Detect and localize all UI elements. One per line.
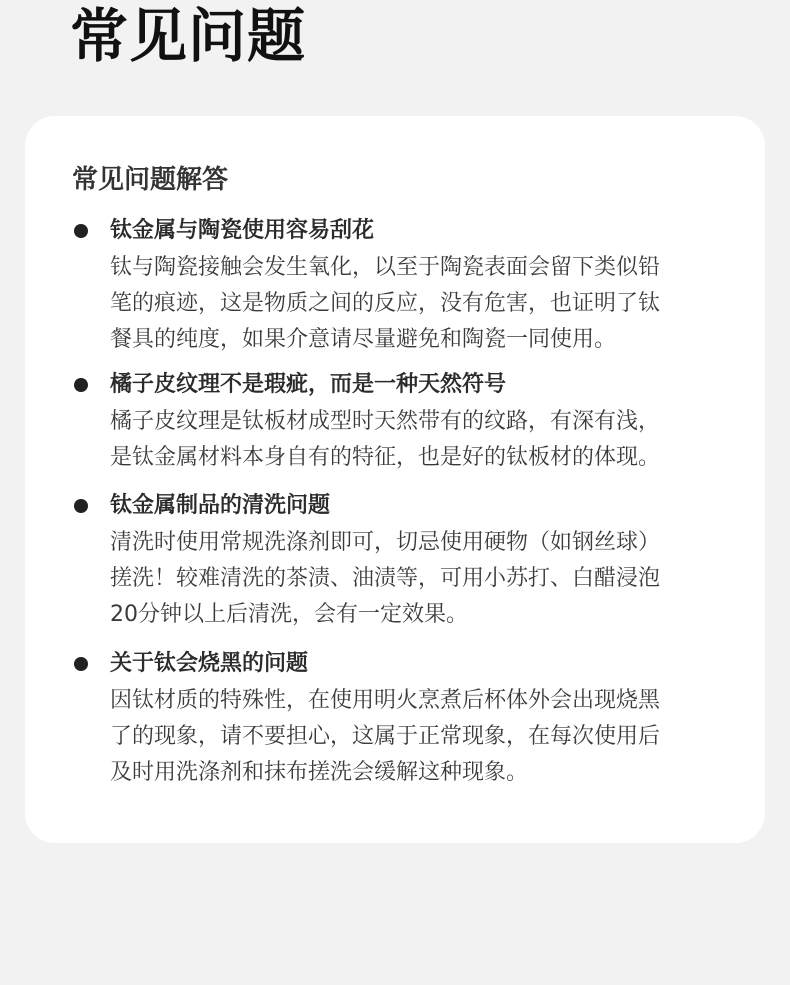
answer-line: 及时用洗涤剂和抹布搓洗会缓解这种现象。: [110, 760, 529, 785]
faq-item-title: 关于钛会烧黑的问题: [110, 651, 309, 676]
bullet-dot-icon: [74, 224, 88, 238]
page-title: 常见问题: [70, 2, 307, 70]
bullet-dot-icon: [74, 499, 88, 513]
bullet-dot-icon: [74, 378, 88, 392]
answer-line: 清洗时使用常规洗涤剂即可，切忌使用硬物（如钢丝球）: [110, 530, 661, 555]
faq-item-answer: [110, 250, 720, 358]
answer-line: 因钛材质的特殊性，在使用明火烹煮后杯体外会出现烧黑: [110, 688, 661, 713]
answer-line: 橘子皮纹理是钛板材成型时天然带有的纹路，有深有浅，: [110, 409, 661, 434]
bullet-dot-icon: [74, 657, 88, 671]
answer-line: 餐具的纯度，如果介意请尽量避免和陶瓷一同使用。: [110, 327, 617, 352]
answer-line: 20分钟以上后清洗，会有一定效果。: [110, 602, 468, 627]
faq-heading: 常见问题解答: [72, 165, 229, 195]
faq-item-title: 钛金属与陶瓷使用容易刮花: [110, 218, 375, 243]
answer-line: 是钛金属材料本身自有的特征，也是好的钛板材的体现。: [110, 445, 661, 470]
faq-item-answer: [110, 525, 720, 633]
answer-line: 笔的痕迹，这是物质之间的反应，没有危害，也证明了钛: [110, 291, 661, 316]
faq-item-title: 钛金属制品的清洗问题: [110, 493, 331, 518]
faq-item-answer: [110, 683, 720, 791]
faq-item-title: 橘子皮纹理不是瑕疵，而是一种天然符号: [110, 372, 507, 397]
answer-line: 搓洗！较难清洗的茶渍、油渍等，可用小苏打、白醋浸泡: [110, 566, 661, 591]
answer-line: 钛与陶瓷接触会发生氧化，以至于陶瓷表面会留下类似铅: [110, 255, 661, 280]
faq-card: [25, 116, 765, 843]
faq-item-answer: [110, 404, 720, 476]
answer-line: 了的现象，请不要担心，这属于正常现象，在每次使用后: [110, 724, 661, 749]
